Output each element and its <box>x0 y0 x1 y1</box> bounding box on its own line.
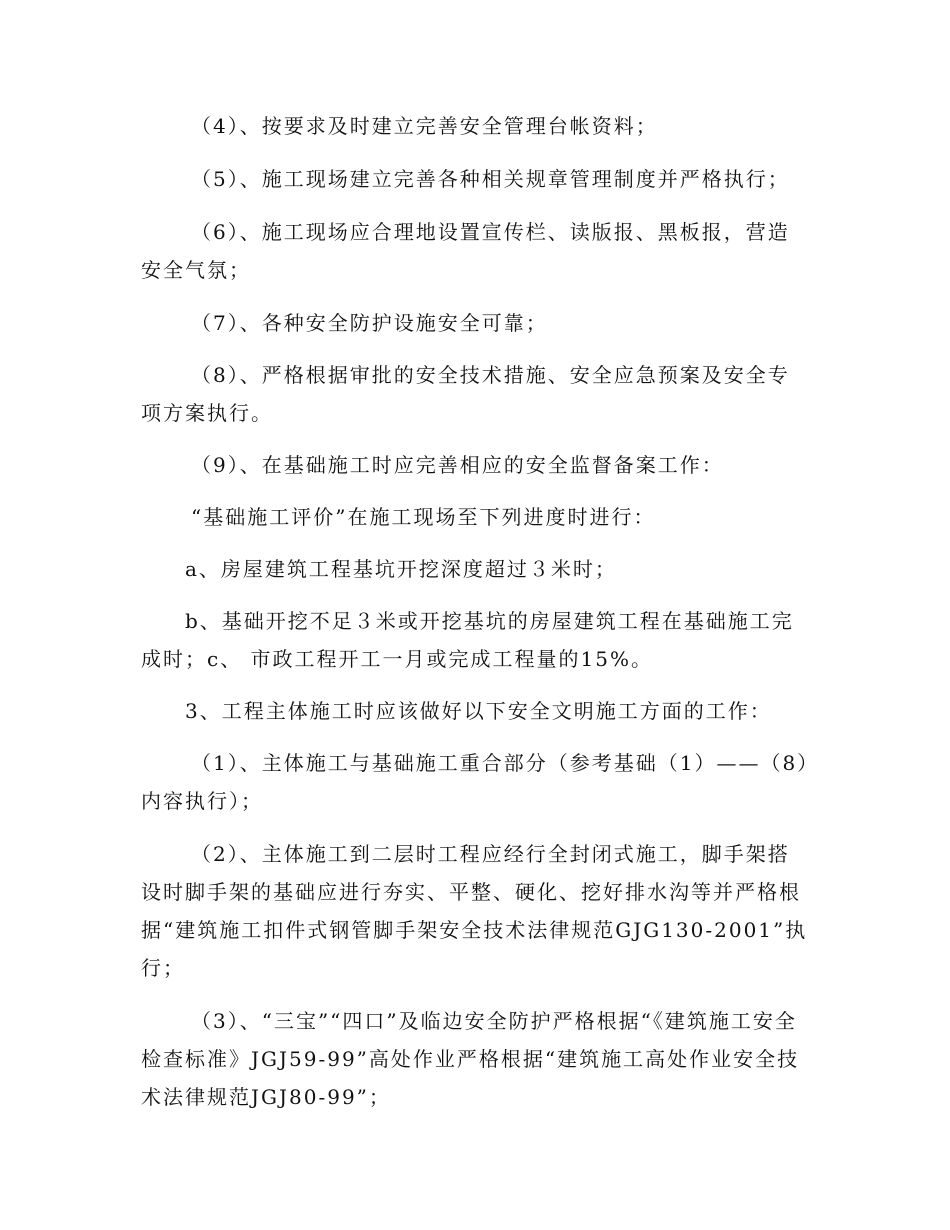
paragraph-main-item-2: （2）、主体施工到二层时工程应经行全封闭式施工，脚手架搭设时脚手架的基础应进行夯实、平整、硬化、挖好排水沟等并严格根据“建筑施工扣件式钢管脚手架安全技术法律规范GJG130-2001”执行； <box>141 842 808 980</box>
paragraph-main-item-1: （1）、主体施工与基础施工重合部分（参考基础（1）——（8）内容执行）； <box>141 751 810 813</box>
paragraph-main-item-3: （3）、“三宝”“四口”及临边安全防护严格根据“《建筑施工安全检查标准》JGJ59-99”高处作业严格根据“建筑施工高处作业安全技术法律规范JGJ80-99”； <box>141 1009 800 1109</box>
paragraph-item-4: （4）、按要求及时建立完善安全管理台帐资料； <box>191 114 658 138</box>
paragraph-item-a: a、房屋建筑工程基坑开挖深度超过３米时； <box>185 557 617 581</box>
paragraph-item-5: （5）、施工现场建立完善各种相关规章管理制度并严格执行； <box>191 167 790 191</box>
paragraph-item-7: （7）、各种安全防护设施安全可靠； <box>191 311 548 335</box>
section-heading-3: 3、工程主体施工时应该做好以下安全文明施工方面的工作： <box>185 699 772 723</box>
paragraph-item-8: （8）、严格根据审批的安全技术措施、安全应急预案及安全专项方案执行。 <box>141 363 790 425</box>
paragraph-item-6: （6）、施工现场应合理地设置宣传栏、读版报、黑板报，营造安全气氛； <box>141 220 790 282</box>
paragraph-item-b: b、基础开挖不足３米或开挖基坑的房屋建筑工程在基础施工完成时；c、 市政工程开工一月或完成工程量的15%。 <box>141 609 794 671</box>
paragraph-item-9: （9）、在基础施工时应完善相应的安全监督备案工作： <box>191 453 724 477</box>
paragraph-foundation-evaluation: “基础施工评价”在施工现场至下列进度时进行： <box>191 505 656 529</box>
